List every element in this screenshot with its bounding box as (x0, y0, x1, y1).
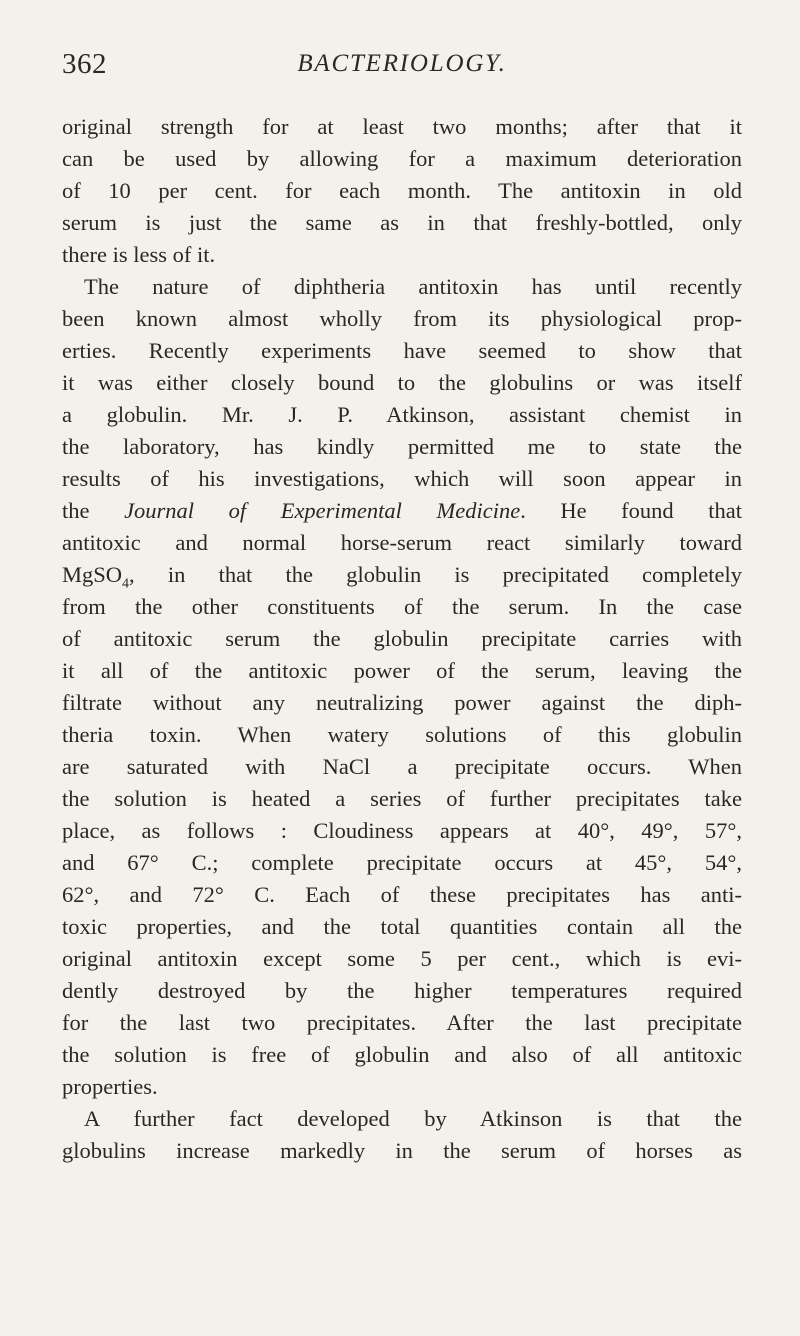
text-line: globulins increase markedly in the serum of horses as (62, 1138, 742, 1163)
text-line: antitoxic and normal horse-serum react similarly toward (62, 530, 742, 555)
formula-subscript: 4 (122, 576, 130, 592)
text-line: the laboratory, has kindly permitted me to state the (62, 434, 742, 459)
text-line: original strength for at least two months; after that it (62, 114, 742, 139)
text-line: results of his investigations, which will soon appear in (62, 466, 742, 491)
text-line: from the other constituents of the serum. In the case (62, 594, 742, 619)
text-line: the solution is free of globulin and also of all antitoxic (62, 1042, 742, 1067)
text-line: and 67° C.; complete precipitate occurs at 45°, 54°, (62, 850, 742, 875)
text-line: been known almost wholly from its physiological prop- (62, 306, 742, 331)
text-line: A further fact developed by Atkinson is that the (84, 1106, 742, 1131)
text-line: a globulin. Mr. J. P. Atkinson, assistant chemist in (62, 402, 742, 427)
text-line: there is less of it. (62, 242, 216, 267)
text-line: properties. (62, 1074, 158, 1099)
journal-title: Journal of Experimental Medicine (124, 498, 521, 523)
text-line: the solution is heated a series of further precipitates take (62, 786, 742, 811)
text-line: original antitoxin except some 5 per cent., which is evi- (62, 946, 742, 971)
text-line-post: , in that the globulin is precipitated completely (129, 562, 742, 587)
text-line: of antitoxic serum the globulin precipitate carries with (62, 626, 742, 651)
text-line: for the last two precipitates. After the last precipitate (62, 1010, 742, 1035)
text-line: toxic properties, and the total quantities contain all the (62, 914, 742, 939)
text-line-pre: the (62, 498, 125, 523)
text-line: The nature of diphtheria antitoxin has until recently (84, 274, 742, 299)
text-line: are saturated with NaCl a precipitate occurs. When (62, 754, 742, 779)
running-head (62, 48, 742, 88)
page-number: 362 (62, 48, 107, 80)
text-line: filtrate without any neutralizing power against the diph- (62, 690, 742, 715)
formula-magnesium-sulfate: MgSO (62, 562, 123, 587)
text-line: of 10 per cent. for each month. The antitoxin in old (62, 178, 742, 203)
text-line-post: . He found that (520, 498, 742, 523)
text-line: serum is just the same as in that freshly-bottled, only (62, 210, 742, 235)
body-text (62, 111, 742, 1167)
text-line: can be used by allowing for a maximum deterioration (62, 146, 742, 171)
text-line: theria toxin. When watery solutions of this globulin (62, 722, 742, 747)
text-line: it was either closely bound to the globulins or was itself (62, 370, 742, 395)
text-line: place, as follows : Cloudiness appears at 40°, 49°, 57°, (62, 818, 742, 843)
text-line (62, 495, 742, 527)
text-line: it all of the antitoxic power of the serum, leaving the (62, 658, 742, 683)
text-line: erties. Recently experiments have seemed to show that (62, 338, 742, 363)
text-line (62, 559, 742, 591)
text-line: 62°, and 72° C. Each of these precipitates has anti- (62, 882, 742, 907)
text-line: dently destroyed by the higher temperatures required (62, 978, 742, 1003)
running-title: BACTERIOLOGY. (297, 50, 507, 77)
